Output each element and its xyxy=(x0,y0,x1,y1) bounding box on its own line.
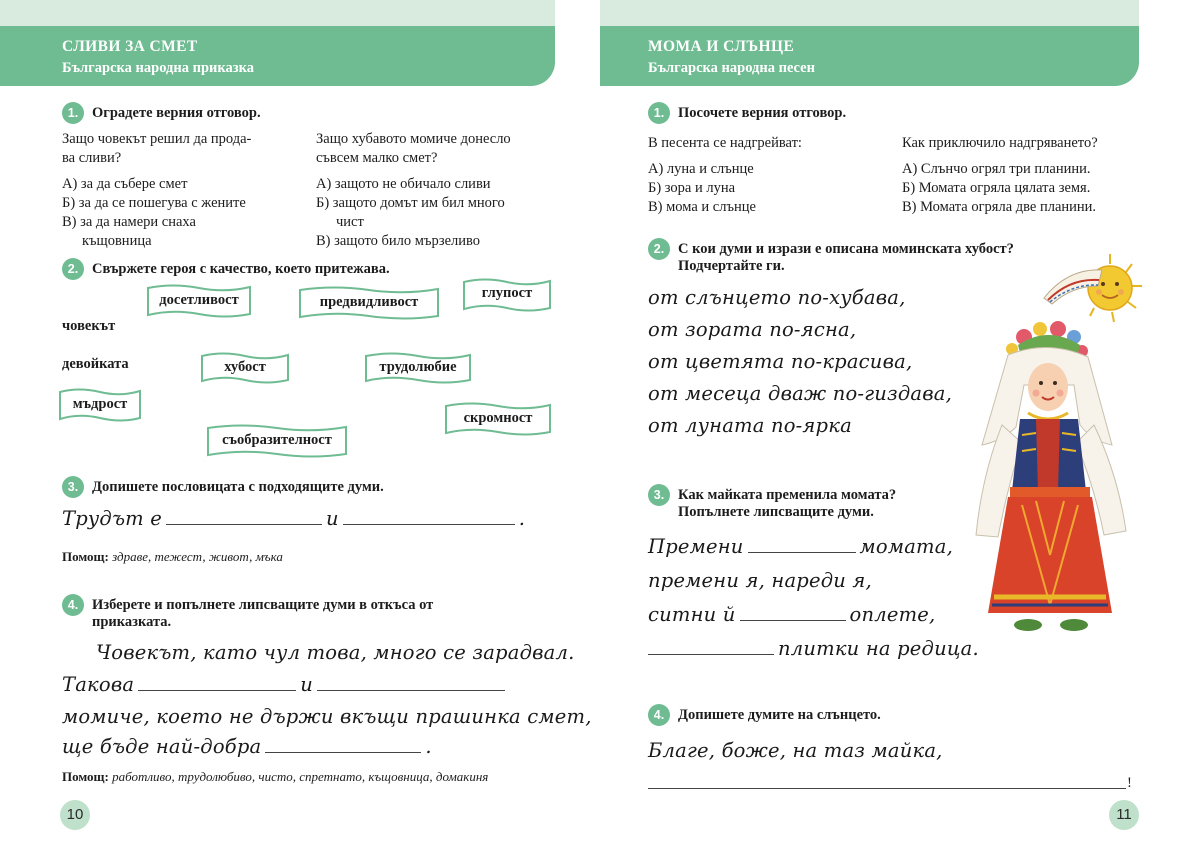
help-text: работливо, трудолюбиво, чисто, спретнато, къщовница, домакиня xyxy=(112,769,489,784)
song-line[interactable]: от цветята по-красива, xyxy=(648,350,913,373)
left-q4-line2 xyxy=(62,672,509,698)
quality-card[interactable] xyxy=(462,276,552,314)
right-header xyxy=(600,26,1139,86)
song-line[interactable]: от месеца дваж по-гиздава, xyxy=(648,382,953,405)
card-label: предвидливост xyxy=(319,294,419,310)
left-q4-line1: Човекът, като чул това, много се зарадвал. xyxy=(96,641,575,664)
song-line[interactable]: от зората по-ясна, xyxy=(648,318,857,341)
left-q3-help xyxy=(62,549,283,565)
left-q2-instruction: Свържете героя с качество, което притежава. xyxy=(92,261,390,277)
card-label: трудолюбие xyxy=(379,359,457,375)
right-q3-line1 xyxy=(648,534,953,560)
left-q4-line4 xyxy=(62,734,432,760)
left-q2-number: 2. xyxy=(62,258,84,280)
left-page-subtitle: Българска народна приказка xyxy=(62,60,254,76)
quality-card[interactable] xyxy=(146,282,252,320)
card-label: досетливост xyxy=(159,292,239,308)
text-line: ва сливи? xyxy=(62,150,122,166)
help-label: Помощ: xyxy=(62,549,109,564)
answer-blank[interactable] xyxy=(748,552,856,553)
right-top-band xyxy=(600,0,1139,26)
answer-blank[interactable] xyxy=(343,524,515,525)
answer-blank[interactable] xyxy=(648,654,774,655)
right-q4-line1: Благе, боже, на таз майка, xyxy=(648,739,943,762)
right-q1-col2-options xyxy=(902,160,1096,217)
left-page-title: СЛИВИ ЗА СМЕТ xyxy=(62,38,198,55)
left-q1-col2-options xyxy=(316,175,505,251)
text-line: Изберете и попълнете липсващите думи в откъса от xyxy=(92,597,434,613)
line-text: и xyxy=(300,673,313,696)
bulgarian-girl-illustration xyxy=(962,315,1142,645)
right-q1-col1-options xyxy=(648,160,756,217)
left-q4-help xyxy=(62,769,488,785)
line-text: оплете, xyxy=(849,603,936,626)
option-c[interactable]: В) Момата огряла две планини. xyxy=(902,199,1097,215)
line-text: Премени xyxy=(648,535,744,558)
text-line: съвсем малко смет? xyxy=(316,150,438,166)
help-label: Помощ: xyxy=(62,769,109,784)
hero-girl[interactable]: девойката xyxy=(62,356,129,372)
option-a[interactable]: А) Слънчо огрял три планини. xyxy=(902,161,1091,177)
text-line: Подчертайте ги. xyxy=(678,258,785,274)
left-q3-proverb xyxy=(62,506,525,532)
card-label: хубост xyxy=(224,359,266,375)
right-q4-instruction: Допишете думите на слънцето. xyxy=(678,707,881,723)
quality-card[interactable] xyxy=(200,350,290,386)
answer-blank[interactable] xyxy=(265,752,421,753)
text-line: приказката. xyxy=(92,614,172,630)
song-line[interactable]: от слънцето по-хубава, xyxy=(648,286,906,309)
right-q2-instruction xyxy=(678,241,1014,275)
right-q4-number: 4. xyxy=(648,704,670,726)
line-text: Такова xyxy=(62,673,135,696)
card-label: мъдрост xyxy=(72,396,128,412)
answer-blank[interactable] xyxy=(166,524,322,525)
option-b[interactable]: Б) за да се пошегува с жените xyxy=(62,195,246,211)
quality-card[interactable] xyxy=(298,284,440,322)
right-page-title: МОМА И СЛЪНЦЕ xyxy=(648,38,795,55)
left-q1-col2-question xyxy=(316,130,511,168)
text-line: Защо човекът решил да прода- xyxy=(62,131,252,147)
text-line: Попълнете липсващите думи. xyxy=(678,504,874,520)
right-page-subtitle: Българска народна песен xyxy=(648,60,815,76)
quality-card[interactable] xyxy=(364,350,472,386)
line-end: . xyxy=(425,735,432,758)
option-c[interactable]: В) мома и слънце xyxy=(648,199,756,215)
left-q1-col1-question xyxy=(62,130,251,168)
left-q1-instruction: Оградете верния отговор. xyxy=(92,105,261,121)
right-q2-number: 2. xyxy=(648,238,670,260)
line-text: ситни й xyxy=(648,603,736,626)
option-c-cont: къщовница xyxy=(82,233,152,249)
song-line[interactable]: от луната по-ярка xyxy=(648,414,852,437)
left-q1-number: 1. xyxy=(62,102,84,124)
quality-card[interactable] xyxy=(444,400,552,438)
right-q3-instruction xyxy=(678,487,896,521)
left-q3-instruction: Допишете пословицата с подходящите думи. xyxy=(92,479,384,495)
right-q3-number: 3. xyxy=(648,484,670,506)
option-a[interactable]: А) защото не обичало сливи xyxy=(316,176,491,192)
right-q4-line-end: ! xyxy=(1127,775,1132,791)
left-q3-number: 3. xyxy=(62,476,84,498)
answer-blank[interactable] xyxy=(740,620,846,621)
card-label: скромност xyxy=(463,410,533,426)
option-b[interactable]: Б) защото домът им бил много xyxy=(316,195,505,211)
quality-card[interactable] xyxy=(206,422,348,460)
help-text: здраве, тежест, живот, мъка xyxy=(112,549,283,564)
card-label: съобразителност xyxy=(222,432,332,448)
answer-blank[interactable] xyxy=(138,690,296,691)
left-q4-instruction xyxy=(92,597,433,631)
right-q3-line2: премени я, нареди я, xyxy=(648,569,872,592)
text-line: С кои думи и изрази е описана моминската хубост? xyxy=(678,241,1014,257)
right-page-number: 11 xyxy=(1109,800,1139,830)
left-q4-number: 4. xyxy=(62,594,84,616)
card-label: глупост xyxy=(481,285,533,301)
option-b[interactable]: Б) зора и луна xyxy=(648,180,736,196)
right-q3-line3 xyxy=(648,602,935,628)
line-text: ще бъде най-добра xyxy=(62,735,262,758)
left-q1-col1-options xyxy=(62,175,246,251)
option-b[interactable]: Б) Момата огряла цялата земя. xyxy=(902,180,1091,196)
answer-blank[interactable] xyxy=(317,690,505,691)
right-q3-line4 xyxy=(648,636,979,662)
left-page-number: 10 xyxy=(60,800,90,830)
option-c[interactable]: В) за да намери снаха xyxy=(62,214,196,230)
text-line: Защо хубавото момиче донесло xyxy=(316,131,511,147)
proverb-end: . xyxy=(518,507,526,530)
right-q1-col1-question: В песента се надгрейват: xyxy=(648,135,802,151)
option-a[interactable]: А) луна и слънце xyxy=(648,161,754,177)
option-c[interactable]: В) защото било мързеливо xyxy=(316,233,481,249)
proverb-start: Трудът е xyxy=(62,507,162,530)
left-q4-line3: момиче, което не държи вкъщи прашинка смет, xyxy=(62,705,592,728)
left-top-band xyxy=(0,0,555,26)
quality-card[interactable] xyxy=(58,386,142,424)
right-q1-instruction: Посочете верния отговор. xyxy=(678,105,847,121)
option-b-cont: чист xyxy=(336,214,364,230)
right-q1-col2-question: Как приключило надгряването? xyxy=(902,135,1098,151)
option-a[interactable]: А) за да събере смет xyxy=(62,176,188,192)
line-text: плитки на редица. xyxy=(778,637,979,660)
proverb-mid: и xyxy=(326,507,339,530)
right-q1-number: 1. xyxy=(648,102,670,124)
text-line: Как майката пременила момата? xyxy=(678,487,897,503)
right-q4-answer-line[interactable] xyxy=(648,788,1126,789)
left-header xyxy=(0,26,555,86)
hero-man[interactable]: човекът xyxy=(62,318,116,334)
line-text: момата, xyxy=(859,535,953,558)
